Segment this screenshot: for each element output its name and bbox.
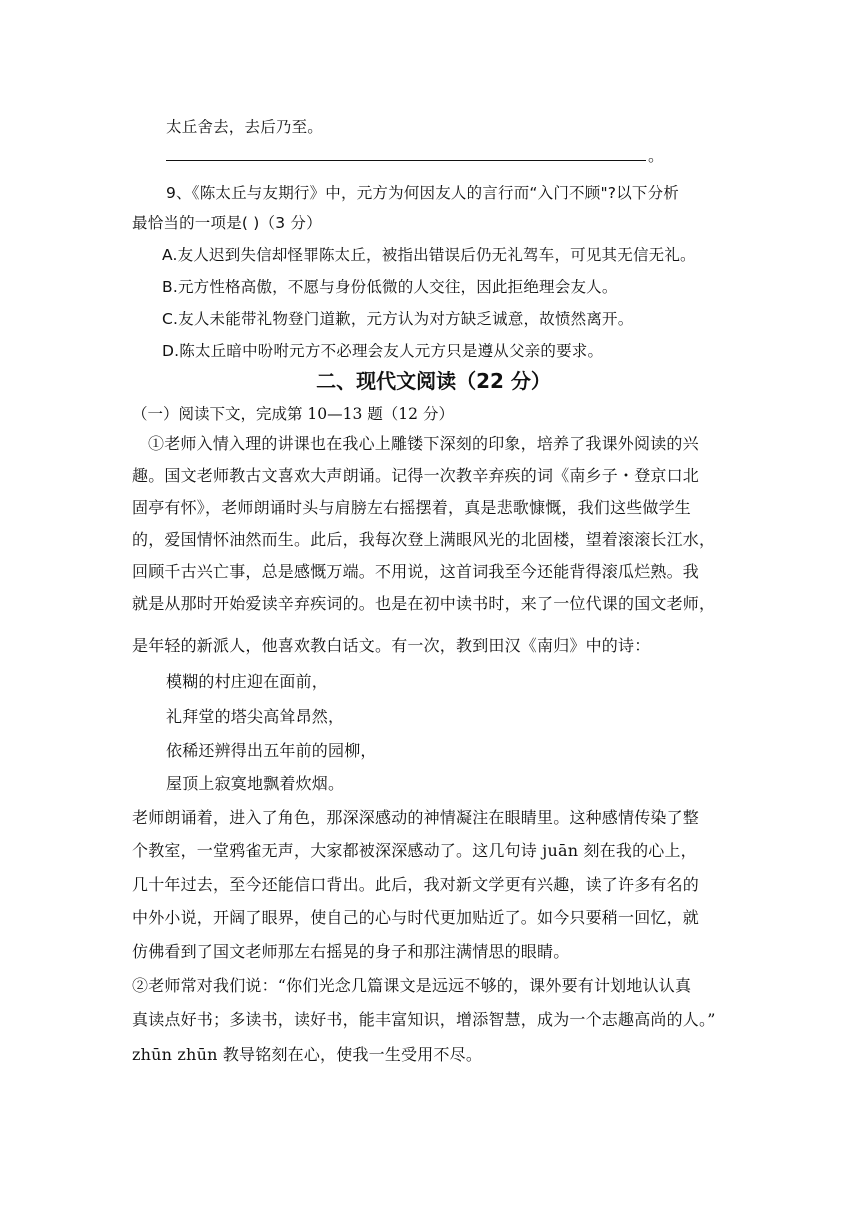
- para2-line: 中外小说，开阔了眼界，使自己的心与时代更加贴近了。如今只要稍一回忆，就: [132, 908, 700, 927]
- section-title: 二、现代文阅读（22 分）: [316, 369, 551, 393]
- question-9-line-1: 9、《陈太丘与友期行》中，元方为何因友人的言行而“入门不顾"?以下分析: [166, 184, 680, 202]
- para2-line: 几十年过去，至今还能信口背出。此后，我对新文学更有兴趣，读了许多有名的: [132, 875, 700, 894]
- poem-line: 礼拜堂的塔尖高耸昂然，: [166, 707, 345, 726]
- para2-line: 仿佛看到了国文老师那左右摇晃的身子和那注满情思的眼睛。: [132, 942, 570, 961]
- section-subtitle: （一）阅读下文，完成第 10—13 题（12 分）: [132, 405, 454, 423]
- option-c: C.友人未能带礼物登门道歉，元方认为对方缺乏诚意，故愤然离开。: [162, 310, 634, 328]
- para1-line: ①老师入情入理的讲课也在我心上雕镂下深刻的印象，培养了我课外阅读的兴: [148, 434, 699, 453]
- poem-line: 依稀还辨得出五年前的园柳，: [166, 741, 377, 760]
- question-line-tail: 太丘舍去，去后乃至。: [166, 118, 324, 136]
- para3-line: zhūn zhūn 教导铭刻在心，使我一生受用不尽。: [132, 1045, 483, 1064]
- para1-line: 的，爱国情怀油然而生。此后，我每次登上满眼风光的北固楼，望着滚滚长江水，: [132, 530, 716, 549]
- para2-line: 老师朗诵着，进入了角色，那深深感动的神情凝注在眼睛里。这种感情传染了整: [132, 808, 700, 827]
- option-a: A.友人迟到失信却怪罪陈太丘，被指出错误后仍无礼驾车，可见其无信无礼。: [162, 246, 696, 264]
- poem-line: 模糊的村庄迎在面前，: [166, 672, 329, 691]
- poem-line: 屋顶上寂寞地飘着炊烟。: [166, 774, 345, 793]
- para1-line: 回顾千古兴亡事，总是感慨万端。不用说，这首词我至今还能背得滚瓜烂熟。我: [132, 562, 700, 581]
- question-9-line-2: 最恰当的一项是( )（3 分）: [132, 214, 322, 232]
- option-b: B.元方性格高傲，不愿与身份低微的人交往，因此拒绝理会友人。: [162, 278, 618, 296]
- option-d: D.陈太丘暗中吩咐元方不必理会友人元方只是遵从父亲的要求。: [162, 342, 604, 360]
- para1-line: 是年轻的新派人，他喜欢教白话文。有一次，教到田汉《南归》中的诗：: [132, 636, 651, 655]
- para2-line: 个教室，一堂鸦雀无声，大家都被深深感动了。这几句诗 juān 刻在我的心上，: [132, 841, 697, 860]
- para3-line: ②老师常对我们说：“你们光念几篇课文是远远不够的，课外要有计划地认认真: [132, 976, 692, 995]
- para1-line: 就是从那时开始爱读辛弃疾词的。也是在初中读书时，来了一位代课的国文老师，: [132, 594, 716, 613]
- answer-blank-end: 。: [648, 146, 665, 165]
- answer-blank-line: [166, 160, 646, 161]
- para3-line: 真读点好书；多读书，读好书，能丰富知识，增添智慧，成为一个志趣高尚的人。”: [132, 1010, 716, 1029]
- para1-line: 固亭有怀》，老师朗诵时头与肩膀左右摇摆着，真是悲歌慷慨，我们这些做学生: [132, 498, 692, 517]
- para1-line: 趣。国文老师教古文喜欢大声朗诵。记得一次教辛弃疾的词《南乡子・登京口北: [132, 466, 700, 485]
